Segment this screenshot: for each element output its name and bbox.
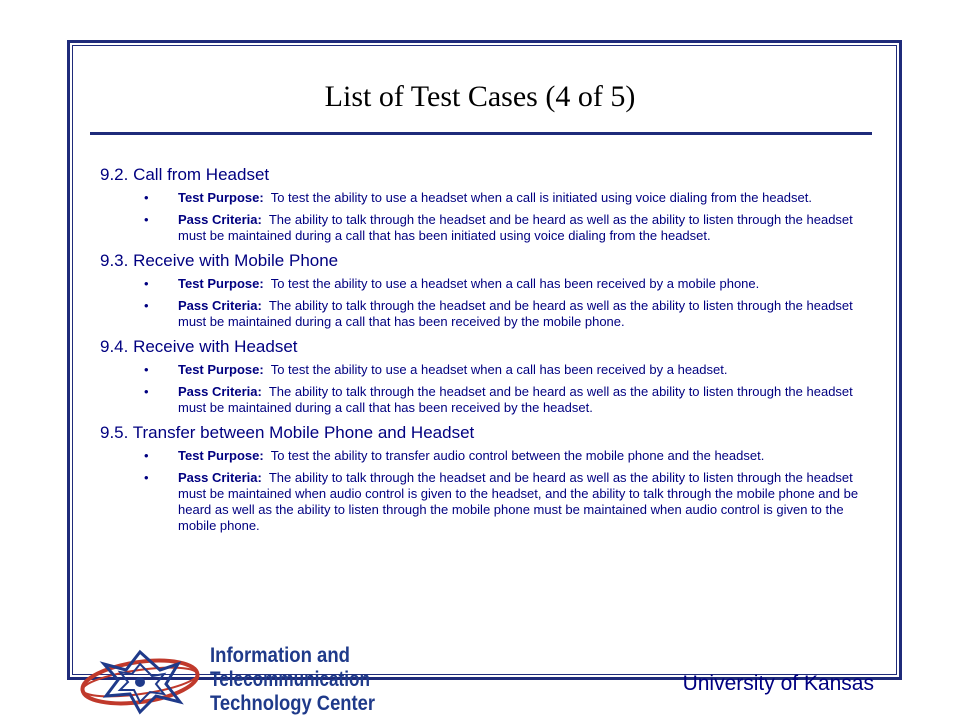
bullet-label: Test Purpose:: [178, 362, 264, 377]
footer-rule-right: [880, 678, 902, 680]
bullet-marker: •: [144, 298, 149, 313]
bullet-list: [100, 362, 870, 416]
bullet-text: To test the ability to transfer audio control between the mobile phone and the headset.: [270, 448, 765, 463]
university-name: University of Kansas: [682, 672, 874, 695]
slide-content: [100, 164, 870, 540]
section-heading: 9.5. Transfer between Mobile Phone and Headset: [100, 423, 475, 442]
logo-emblem-icon: [80, 652, 200, 712]
section-9-3: [100, 250, 870, 330]
bullet-label: Pass Criteria:: [178, 384, 262, 399]
slide-title: List of Test Cases (4 of 5): [324, 80, 636, 113]
section-heading: 9.3. Receive with Mobile Phone: [100, 251, 339, 270]
bullet-marker: •: [144, 448, 149, 463]
title-underline: [90, 132, 872, 135]
bullet-test-purpose: [100, 448, 870, 464]
bullet-text: The ability to talk through the headset and be heard as well as the ability to listen through the headset must be maintained during a call that has been received by the mobile phone.: [178, 298, 853, 329]
bullet-text: To test the ability to use a headset when a call is initiated using voice dialing from the headset.: [270, 190, 812, 205]
section-9-2: [100, 164, 870, 244]
bullet-test-purpose: [100, 276, 870, 292]
section-heading: 9.4. Receive with Headset: [100, 337, 298, 356]
bullet-list: [100, 448, 870, 534]
bullet-test-purpose: [100, 362, 870, 378]
bullet-text: To test the ability to use a headset when a call has been received by a mobile phone.: [270, 276, 760, 291]
bullet-marker: •: [144, 276, 149, 291]
bullet-marker: •: [144, 470, 149, 485]
section-9-5: [100, 422, 870, 534]
section-heading: 9.2. Call from Headset: [100, 165, 270, 184]
bullet-marker: •: [144, 384, 149, 399]
logo-line-3: Technology Center: [210, 692, 375, 715]
footer-rule-mid: [380, 678, 642, 680]
bullet-pass-criteria: [100, 470, 870, 534]
bullet-label: Pass Criteria:: [178, 212, 262, 227]
logo-line-2: Telecommunication: [210, 668, 370, 691]
bullet-label: Test Purpose:: [178, 276, 264, 291]
section-9-4: [100, 336, 870, 416]
ittc-logo: [78, 640, 408, 715]
bullet-marker: •: [144, 212, 149, 227]
bullet-marker: •: [144, 190, 149, 205]
bullet-list: [100, 190, 870, 244]
bullet-label: Test Purpose:: [178, 190, 264, 205]
bullet-text: The ability to talk through the headset and be heard as well as the ability to listen through the headset must be maintained during a call that has been received by the headset.: [178, 384, 853, 415]
bullet-marker: •: [144, 362, 149, 377]
bullet-text: The ability to talk through the headset and be heard as well as the ability to listen through the headset must be maintained during a call that has been initiated using voice dialing from the headset.: [178, 212, 853, 243]
bullet-list: [100, 276, 870, 330]
bullet-test-purpose: [100, 190, 870, 206]
bullet-pass-criteria: [100, 298, 870, 330]
bullet-label: Pass Criteria:: [178, 470, 262, 485]
bullet-text: The ability to talk through the headset and be heard as well as the ability to listen through the headset must be maintained when audio control is given to the headset, and the ability to talk through the mobile phone and be heard as well as the ability to listen through the mobile phone must be maintained when audio control is given to the mobile phone.: [178, 470, 859, 533]
logo-line-1: Information and: [210, 644, 350, 667]
bullet-label: Test Purpose:: [178, 448, 264, 463]
bullet-label: Pass Criteria:: [178, 298, 262, 313]
bullet-pass-criteria: [100, 384, 870, 416]
bullet-pass-criteria: [100, 212, 870, 244]
bullet-text: To test the ability to use a headset when a call has been received by a headset.: [270, 362, 728, 377]
